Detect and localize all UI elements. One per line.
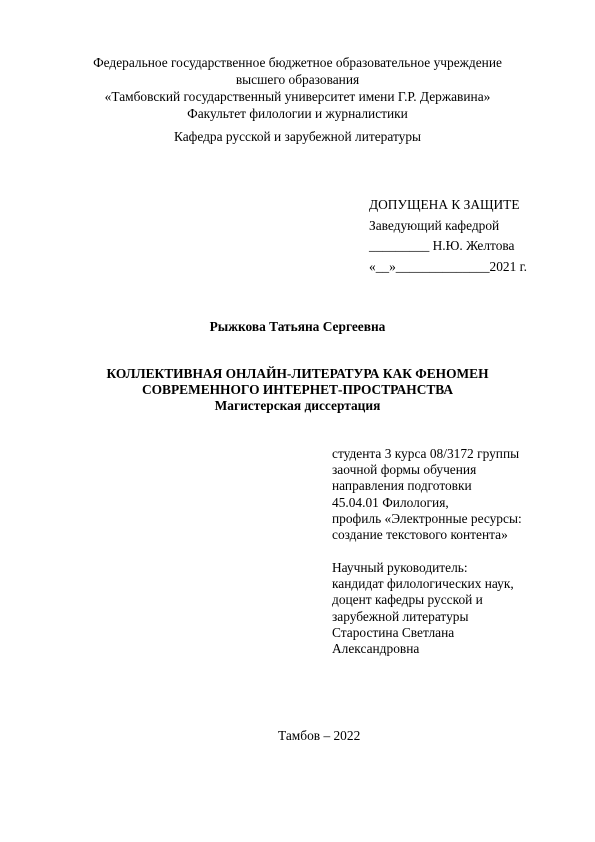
department-name: Кафедра русской и зарубежной литературы bbox=[173, 129, 422, 144]
student-info-line: студента 3 курса 08/3172 группы bbox=[332, 446, 520, 461]
supervisor-line: зарубежной литературы bbox=[332, 608, 469, 624]
supervisor-line: Научный руководитель: bbox=[332, 560, 468, 575]
institution-line-2: высшего образования bbox=[235, 72, 360, 87]
student-info-line: профиль «Электронные ресурсы: bbox=[332, 510, 522, 526]
work-type: Магистерская диссертация bbox=[214, 398, 381, 413]
student-info-line: заочной формы обучения bbox=[332, 462, 477, 478]
supervisor-line: доцент кафедры русской и bbox=[332, 592, 483, 608]
student-info-line: создание текстового контента» bbox=[332, 527, 508, 543]
faculty-name: Факультет филологии и журналистики bbox=[187, 106, 408, 121]
author-name: Рыжкова Татьяна Сергеевна bbox=[209, 319, 386, 334]
thesis-title-line-2: СОВРЕМЕННОГО ИНТЕРНЕТ-ПРОСТРАНСТВА bbox=[141, 382, 454, 397]
supervisor-line: Александровна bbox=[332, 641, 420, 657]
supervisor-line: Старостина Светлана bbox=[332, 624, 455, 640]
thesis-title-line-1: КОЛЛЕКТИВНАЯ ОНЛАЙН-ЛИТЕРАТУРА КАК ФЕНОМЕН bbox=[106, 366, 489, 381]
supervisor-block bbox=[332, 560, 514, 657]
approval-heading: ДОПУЩЕНА К ЗАЩИТЕ bbox=[369, 197, 520, 212]
student-info-line: 45.04.01 Филология, bbox=[332, 494, 449, 510]
city-year: Тамбов – 2022 bbox=[278, 728, 361, 743]
student-info-block bbox=[332, 446, 522, 543]
approval-date-line: «__»______________2021 г. bbox=[369, 258, 527, 274]
student-info-line: направления подготовки bbox=[332, 478, 472, 494]
university-name: «Тамбовский государственный университет имени Г.Р. Державина» bbox=[104, 89, 491, 104]
approval-block bbox=[369, 195, 527, 277]
institution-line-1: Федеральное государственное бюджетное образовательное учреждение bbox=[93, 55, 502, 70]
supervisor-line: кандидат филологических наук, bbox=[332, 576, 514, 592]
approval-position: Заведующий кафедрой bbox=[369, 217, 500, 233]
approval-signature-line: _________ Н.Ю. Желтова bbox=[369, 238, 515, 253]
